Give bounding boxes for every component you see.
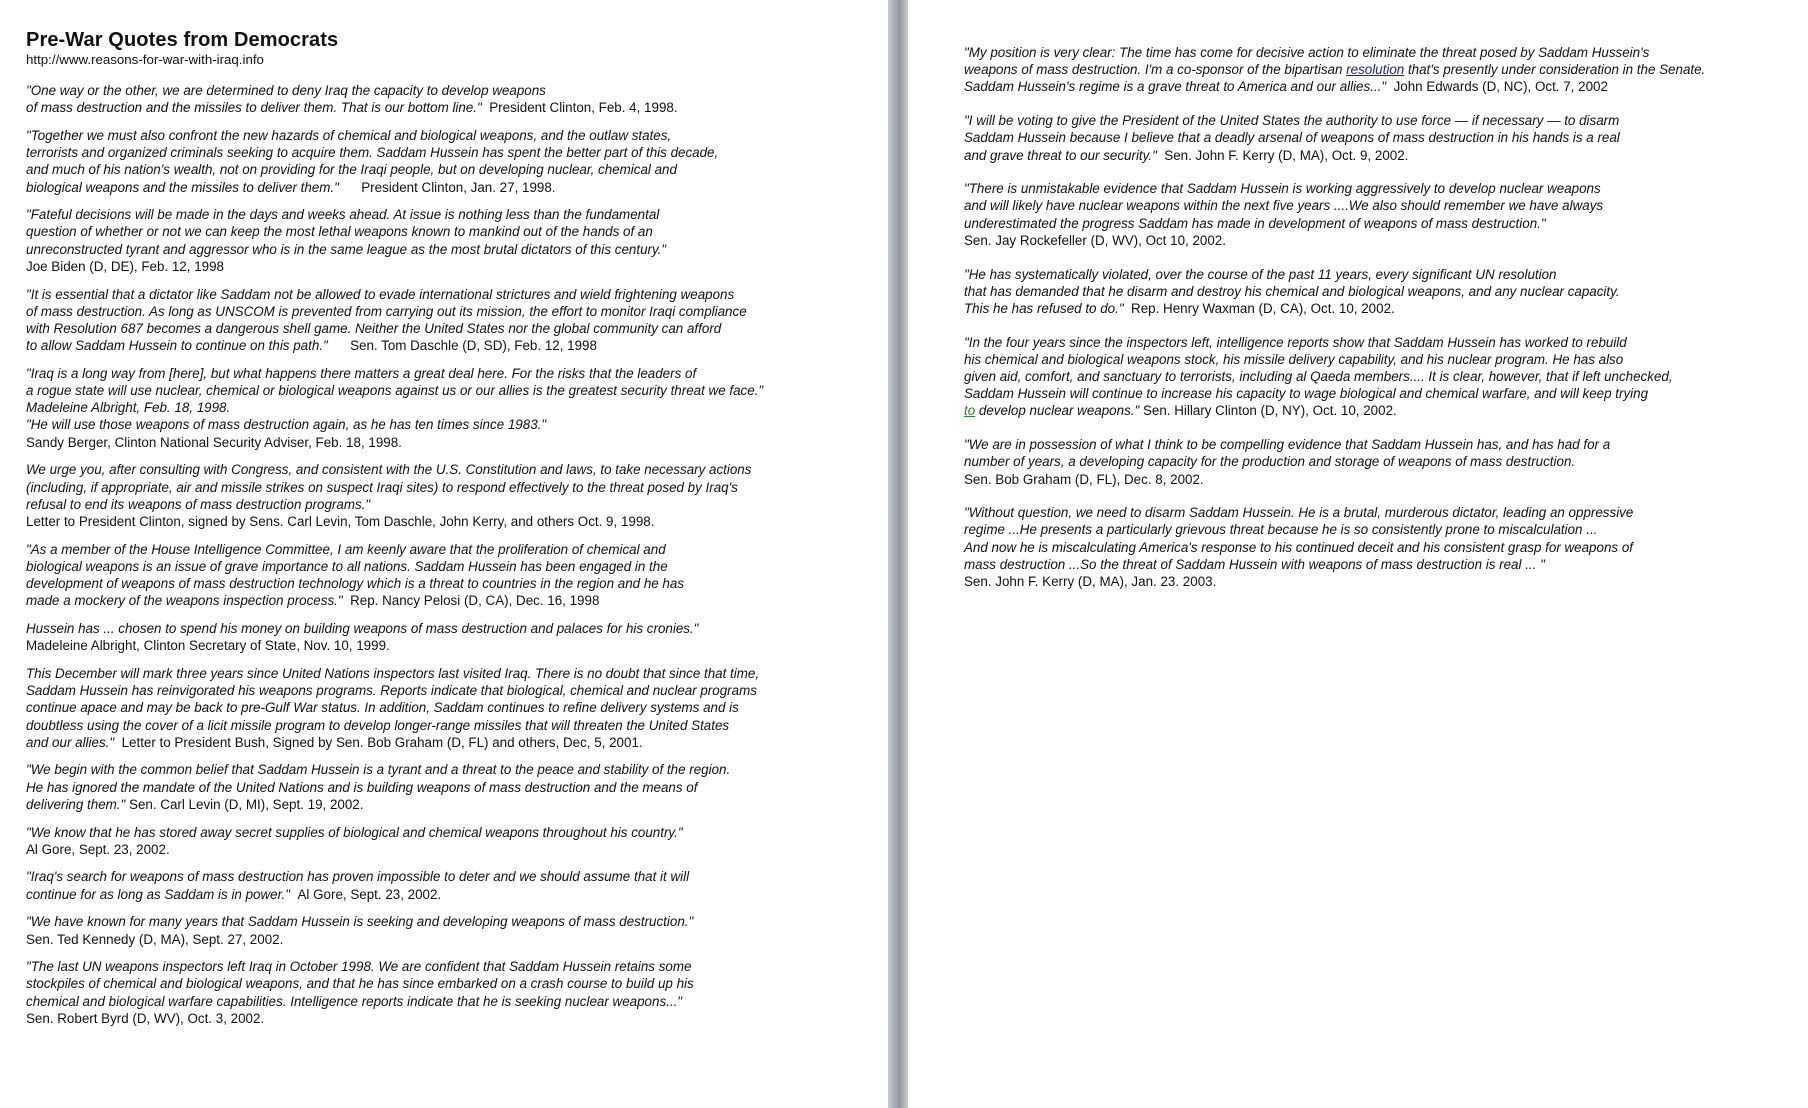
- quote-text: that's presently under consideration in the Senate. Saddam Hussein's regime is a grave threat to America and our allies...": [964, 62, 1706, 95]
- quote-text: "There is unmistakable evidence that Saddam Hussein is working aggressively to develop nuclear weapons and will likely have nuclear weapons within the next five years ....We also should remember we have always underestimated the progress Saddam has made in development of weapons of mass destruction.": [964, 181, 1604, 231]
- quote-block: [26, 461, 876, 530]
- left-page: [0, 0, 888, 1108]
- quote-block: [964, 180, 1804, 249]
- quote-attribution: Letter to President Bush, Signed by Sen. Bob Graham (D, FL) and others, Dec, 5, 2001.: [121, 734, 643, 750]
- quote-attribution: Sen. Bob Graham (D, FL), Dec. 8, 2002.: [964, 471, 1204, 487]
- source-url: http://www.reasons-for-war-with-iraq.info: [26, 52, 264, 67]
- quote-attribution: Sen. Tom Daschle (D, SD), Feb. 12, 1998: [350, 338, 597, 354]
- quote-text: "We are in possession of what I think to be compelling evidence that Saddam Hussein has, and has had for a number of years, a developing capacity for the production and storage of weapons of mass destruction.: [964, 437, 1611, 470]
- quote-block: [26, 913, 876, 947]
- quote-text: Hussein has ... chosen to spend his money on building weapons of mass destruction and palaces for his cronies.": [26, 620, 699, 636]
- quote-text: We urge you, after consulting with Congress, and consistent with the U.S. Constitution and laws, to take necessary actions (including, if appropriate, air and missile strikes on suspect Iraqi sites) to respond effectively to the threat posed by Iraq's refusal to end its weapons of mass destruction programs.": [26, 462, 752, 512]
- quote-attribution: Rep. Henry Waxman (D, CA), Oct. 10, 2002.: [1131, 300, 1395, 316]
- quote-attribution: Madeleine Albright, Clinton Secretary of State, Nov. 10, 1999.: [26, 638, 390, 654]
- quote-attribution: Sen. Hillary Clinton (D, NY), Oct. 10, 2002.: [1142, 403, 1397, 419]
- quote-text: "I will be voting to give the President of the United States the authority to use force — if necessary — to disarm Saddam Hussein because I believe that a deadly arsenal of weapons of mass destruction in his hands is a real and grave threat to our security.": [964, 113, 1620, 163]
- quote-text: "It is essential that a dictator like Saddam not be allowed to evade international strictures and wield frightening weapons of mass destruction. As long as UNSCOM is prevented from carrying out its mission, the effort to monitor Iraqi compliance with Resolution 687 becomes a dangerous shell game. Neither the United States nor the global community can afford to allow Saddam Hussein to continue on this path.": [26, 286, 747, 354]
- quote-attribution: Sen. Carl Levin (D, MI), Sept. 19, 2002.: [129, 796, 364, 812]
- quote-block: [26, 365, 876, 417]
- quote-attribution: President Clinton, Jan. 27, 1998.: [361, 179, 556, 195]
- quote-text: "My position is very clear: The time has come for decisive action to eliminate the threat posed by Saddam Hussein's weapons of mass destruction. I'm a co-sponsor of the bipartisan: [964, 45, 1650, 78]
- quote-attribution: Sen. Jay Rockefeller (D, WV), Oct 10, 2002.: [964, 232, 1226, 248]
- quote-attribution: Sandy Berger, Clinton National Security Adviser, Feb. 18, 1998.: [26, 434, 402, 450]
- quote-text: This December will mark three years since United Nations inspectors last visited Iraq. There is no doubt that since that time, Saddam Hussein has reinvigorated his weapons programs. Reports indicate that biological, chemical and nuclear programs continue apace and may be back to pre-Gulf War status. In addition, Saddam continues to refine delivery systems and is doubtless using the cover of a licit missile program to develop longer-range missiles that will threaten the United States and our allies.": [26, 665, 760, 750]
- spellcheck-marked-word: to: [964, 403, 976, 419]
- quote-text: develop nuclear weapons.": [975, 403, 1140, 419]
- quote-text: "We have known for many years that Saddam Hussein is seeking and developing weapons of mass destruction.": [26, 914, 694, 930]
- quote-block: [26, 824, 876, 858]
- quote-block: [26, 868, 876, 902]
- quote-block: [964, 44, 1804, 96]
- quote-attribution: Rep. Nancy Pelosi (D, CA), Dec. 16, 1998: [350, 593, 600, 609]
- quote-text: "Without question, we need to disarm Saddam Hussein. He is a brutal, murderous dictator, leading an oppressive regime ...He presents a particularly grievous threat because he is so consistently prone to miscalculation ... And now he is miscalculating America's response to his continued deceit and his consistent grasp for weapons of mass destruction ...So the threat of Saddam Hussein with weapons of mass destruction is real ... ": [964, 505, 1634, 572]
- quote-block: [964, 436, 1804, 488]
- quote-block: [26, 286, 876, 355]
- quote-block: [26, 541, 876, 610]
- quote-attribution: Letter to President Clinton, signed by Sens. Carl Levin, Tom Daschle, John Kerry, and others Oct. 9, 1998.: [26, 513, 655, 529]
- quote-block: [26, 958, 876, 1027]
- quote-attribution: Sen. Ted Kennedy (D, MA), Sept. 27, 2002.: [26, 931, 284, 947]
- quote-text: "He will use those weapons of mass destruction again, as he has ten times since 1983.": [26, 417, 547, 433]
- quote-block: [964, 334, 1804, 420]
- quote-attribution: John Edwards (D, NC), Oct. 7, 2002: [1393, 79, 1608, 95]
- quote-text: "Together we must also confront the new hazards of chemical and biological weapons, and the outlaw states, terrorists and organized criminals seeking to acquire them. Saddam Hussein has spent the better part of this decade, and much of his nation's wealth, not on providing for the Iraqi people, but on developing nuclear, chemical and biological weapons and the missiles to deliver them.": [26, 127, 719, 195]
- quote-block: [26, 82, 876, 116]
- quote-block: [26, 620, 876, 654]
- quote-block: [964, 266, 1804, 318]
- quote-block: [964, 504, 1804, 590]
- quote-text: "Fateful decisions will be made in the days and weeks ahead. At issue is nothing less than the fundamental question of whether or not we can keep the most lethal weapons known to mankind out of the hands of an unreconstructed tyrant and aggressor who is in the same league as the most brutal dictators of this century.": [26, 207, 667, 257]
- quote-text: "The last UN weapons inspectors left Iraq in October 1998. We are confident that Saddam Hussein retains some stockpiles of chemical and biological weapons, and that he has since embarked on a crash course to build up his chemical and biological warfare capabilities. Intelligence reports indicate that he is seeking nuclear weapons...": [26, 959, 694, 1009]
- quote-block: [964, 112, 1804, 164]
- quote-attribution: President Clinton, Feb. 4, 1998.: [489, 100, 678, 116]
- right-page: [908, 0, 1808, 1108]
- quote-text: "In the four years since the inspectors left, intelligence reports show that Saddam Hussein has worked to rebuild his chemical and biological weapons stock, his missile delivery capability, and his nuclear program. He has also given aid, comfort, and sanctuary to terrorists, including al Qaeda members.... It is clear, however, that if left unchecked, Saddam Hussein will continue to increase his capacity to wage biological and chemical warfare, and will keep trying: [964, 334, 1673, 402]
- quote-text: "We begin with the common belief that Saddam Hussein is a tyrant and a threat to the peace and stability of the region. He has ignored the mandate of the United Nations and is building weapons of mass destruction and the means of delivering them.": [26, 762, 731, 812]
- quote-block: [26, 416, 876, 450]
- quote-block: [26, 761, 876, 813]
- resolution-link[interactable]: resolution: [1346, 62, 1405, 78]
- quote-block: [26, 127, 876, 196]
- left-column: [26, 28, 876, 1038]
- quote-attribution: Al Gore, Sept. 23, 2002.: [297, 886, 442, 902]
- right-column: [964, 44, 1804, 607]
- quote-attribution: Joe Biden (D, DE), Feb. 12, 1998: [26, 258, 224, 274]
- quote-attribution: Al Gore, Sept. 23, 2002.: [26, 841, 170, 857]
- quote-attribution: Sen. John F. Kerry (D, MA), Jan. 23. 2003.: [964, 574, 1217, 590]
- quote-text: "Iraq's search for weapons of mass destruction has proven impossible to deter and we should assume that it will continue for as long as Saddam is in power.": [26, 869, 690, 902]
- page-gutter: [888, 0, 908, 1108]
- quote-text: "He has systematically violated, over the course of the past 11 years, every significant UN resolution that has demanded that he disarm and destroy his chemical and biological weapons, and any nuclear capacity. This he has refused to do.": [964, 266, 1620, 316]
- quote-attribution: Sen. Robert Byrd (D, WV), Oct. 3, 2002.: [26, 1010, 265, 1026]
- quote-text: "One way or the other, we are determined to deny Iraq the capacity to develop weapons of mass destruction and the missiles to deliver them. That is our bottom line.": [26, 83, 546, 116]
- quote-block: [26, 665, 876, 751]
- quote-text: "We know that he has stored away secret supplies of biological and chemical weapons throughout his country.": [26, 824, 683, 840]
- quote-attribution: Sen. John F. Kerry (D, MA), Oct. 9, 2002.: [1164, 147, 1409, 163]
- quote-text: "As a member of the House Intelligence Committee, I am keenly aware that the proliferation of chemical and biological weapons is an issue of grave importance to all nations. Saddam Hussein has been engaged in the development of weapons of mass destruction technology which is a threat to countries in the region and he has made a mockery of the weapons inspection process.": [26, 541, 685, 609]
- quote-block: [26, 206, 876, 275]
- page-title: Pre-War Quotes from Democrats: [26, 29, 339, 51]
- quote-text: "Iraq is a long way from [here], but what happens there matters a great deal here. For the risks that the leaders of a rogue state will use nuclear, chemical or biological weapons against us or our allies is the greatest security threat we face." Madeleine Albright, Feb. 18, 1998.: [26, 365, 764, 416]
